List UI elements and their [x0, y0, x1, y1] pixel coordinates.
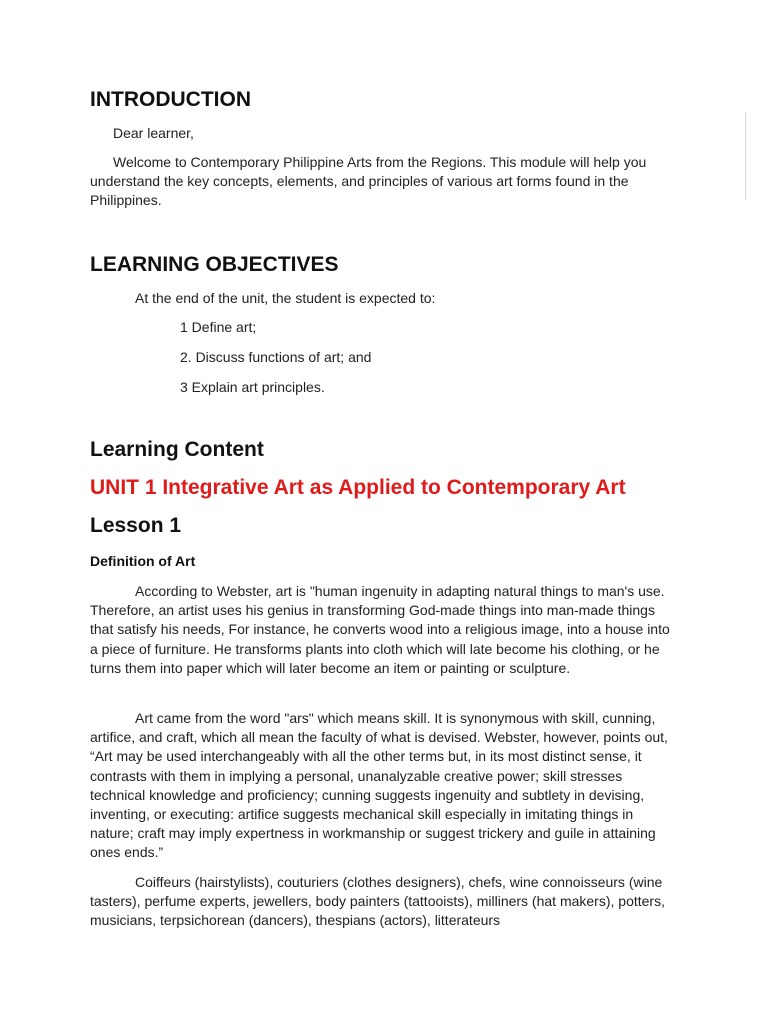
- objective-item-2: 2. Discuss functions of art; and: [180, 349, 372, 365]
- lesson-title: Lesson 1: [90, 514, 182, 537]
- definition-paragraph-2: Art came from the word "ars" which means skill. It is synonymous with skill, cunning, artifice, and craft, which all mean the faculty of what is devised. Webster, however, points out, “Art may be used interchangeably with all the other terms but, in its most distinct sense, it contrasts with them in implying a personal, unanalyzable creative power; skill stresses technical knowledge and proficiency; cunning suggests ingenuity and subtlety in devising, inventing, or executing: artifice suggests mechanical skill especially in imitating things in nature; craft may imply expertness in workmanship or suggest trickery and guile in attaining ones ends.”: [90, 710, 668, 861]
- objectives-heading: LEARNING OBJECTIVES: [90, 253, 339, 276]
- objective-item-3: 3 Explain art principles.: [180, 379, 325, 395]
- introduction-heading: INTRODUCTION: [90, 88, 251, 111]
- greeting-text: Dear learner,: [113, 125, 194, 141]
- objective-item-1: 1 Define art;: [180, 319, 257, 335]
- section-title: Definition of Art: [90, 553, 196, 569]
- welcome-paragraph: Welcome to Contemporary Philippine Arts from the Regions. This module will help you understand the key concepts, elements, and principles of various art forms found in the Philippines.: [90, 154, 647, 209]
- learning-content-heading: Learning Content: [90, 438, 264, 461]
- page-edge-divider: [745, 112, 746, 200]
- unit-title: UNIT 1 Integrative Art as Applied to Contemporary Art: [90, 476, 626, 499]
- definition-paragraph-3: Coiffeurs (hairstylists), couturiers (clothes designers), chefs, wine connoisseurs (wine tasters), perfume experts, jewellers, body painters (tattooists), milliners (hat makers), potters, musicians, terpsichorean (dancers), thespians (actors), litterateurs: [90, 874, 665, 929]
- objectives-intro: At the end of the unit, the student is expected to:: [135, 290, 436, 306]
- definition-paragraph-1: According to Webster, art is "human ingenuity in adapting natural things to man's use. Therefore, an artist uses his genius in transforming God-made things into man-made things that satisfy his needs, For instance, he converts wood into a religious image, into a house into a piece of furniture. He transforms plants into cloth which will late become his clothing, or he turns them into paper which will later become an item or painting or sculpture.: [90, 583, 670, 676]
